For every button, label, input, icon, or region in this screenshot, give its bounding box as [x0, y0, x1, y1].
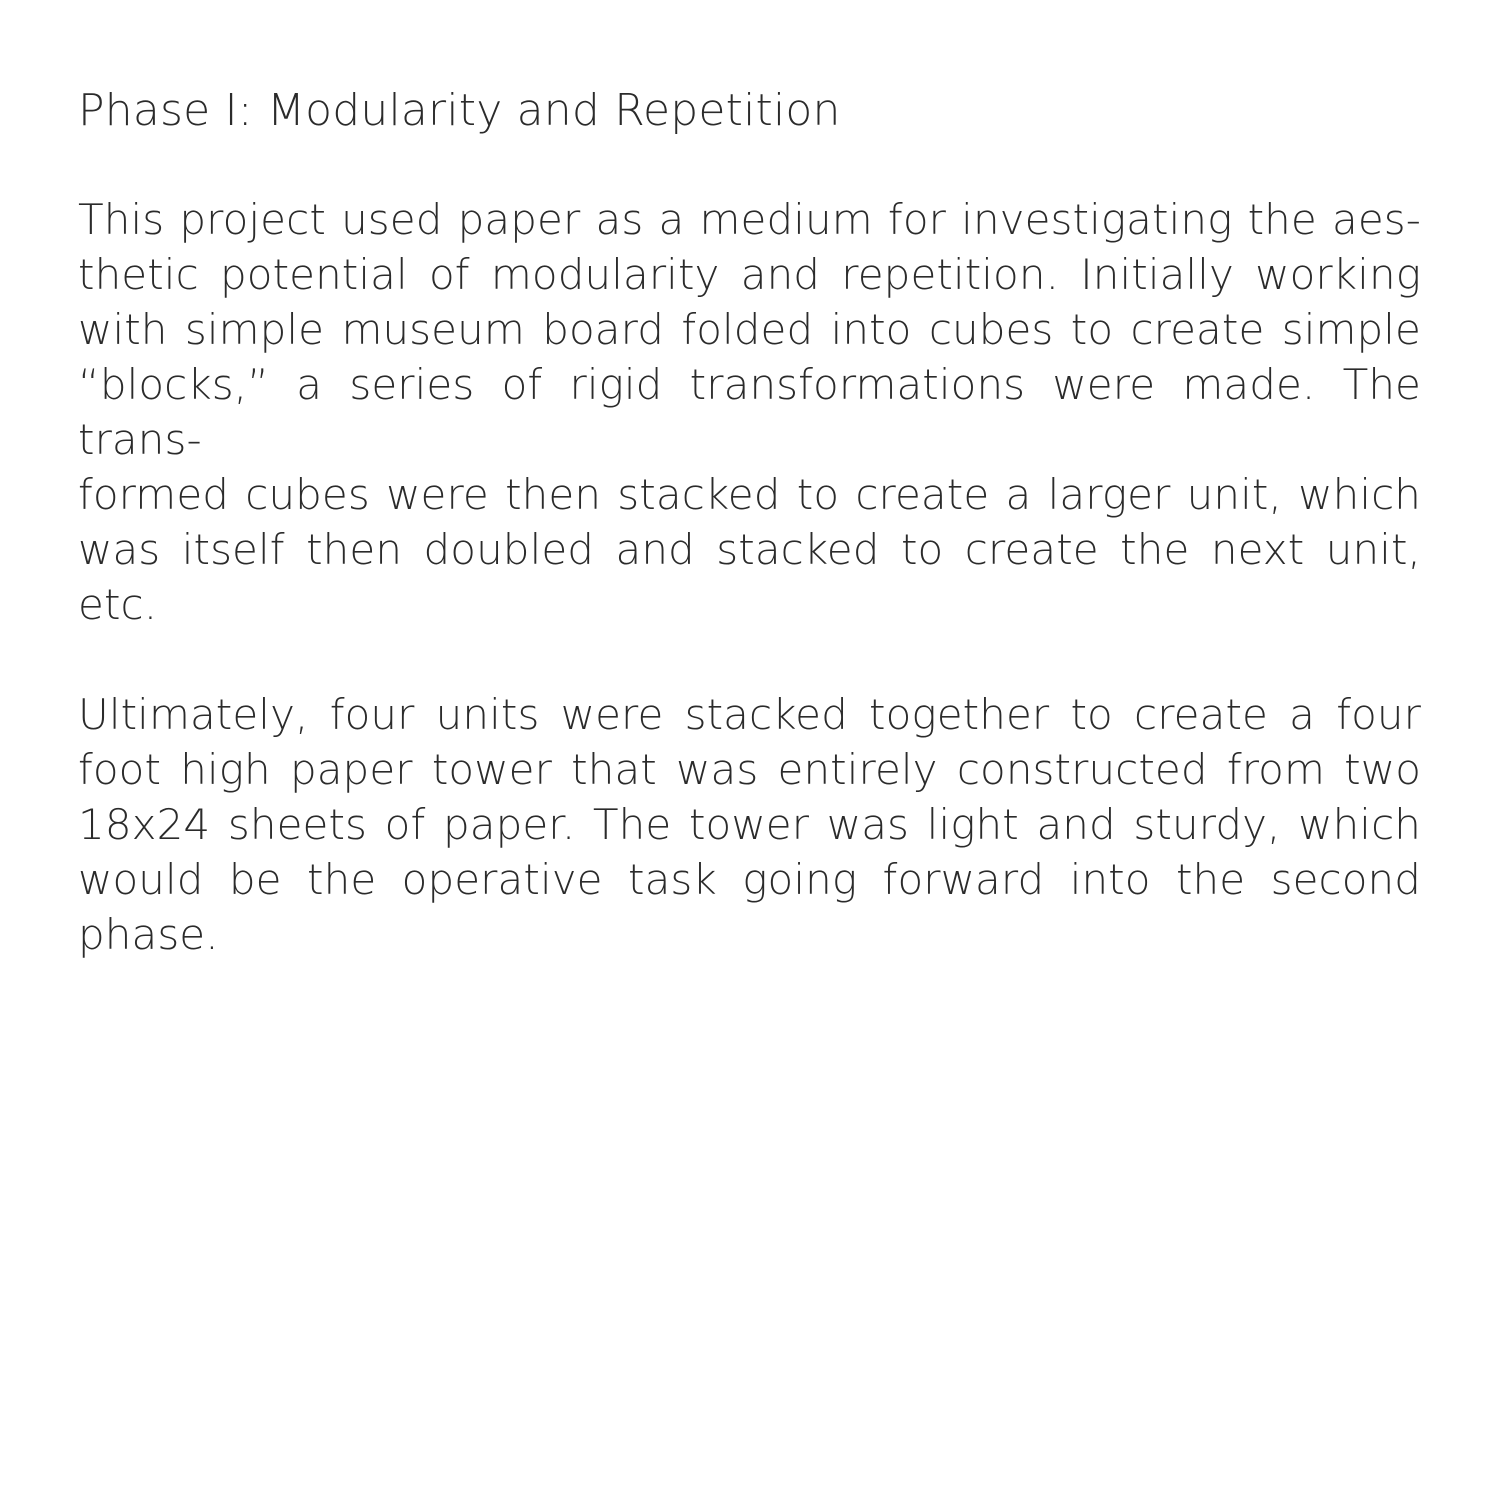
paragraph-line: foot high paper tower that was entirely constructed from two: [78, 745, 1421, 794]
paragraph-line: was itself then doubled and stacked to create the next unit,: [78, 525, 1421, 574]
paragraph-line: with simple museum board folded into cubes to create simple: [78, 305, 1421, 354]
paragraph-line: 18x24 sheets of paper. The tower was light and sturdy, which: [78, 800, 1421, 849]
paragraph-intro: [78, 192, 1421, 632]
paragraph-line: This project used paper as a medium for investigating the aes-: [78, 195, 1421, 244]
paragraph-line: “blocks,” a series of rigid transformations were made. The trans-: [78, 360, 1421, 464]
paragraph-line: would be the operative task going forward into the second: [78, 855, 1421, 904]
paragraph-line: thetic potential of modularity and repetition. Initially working: [78, 250, 1421, 299]
paragraph-line: etc.: [78, 580, 158, 629]
paragraph-line: Ultimately, four units were stacked together to create a four: [78, 690, 1421, 739]
document-page: [78, 82, 1421, 962]
paragraph-line: phase.: [78, 910, 219, 959]
paragraph-conclusion: [78, 687, 1421, 962]
paragraph-line: formed cubes were then stacked to create a larger unit, which: [78, 470, 1421, 519]
page-title: Phase I: Modularity and Repetition: [78, 85, 841, 136]
